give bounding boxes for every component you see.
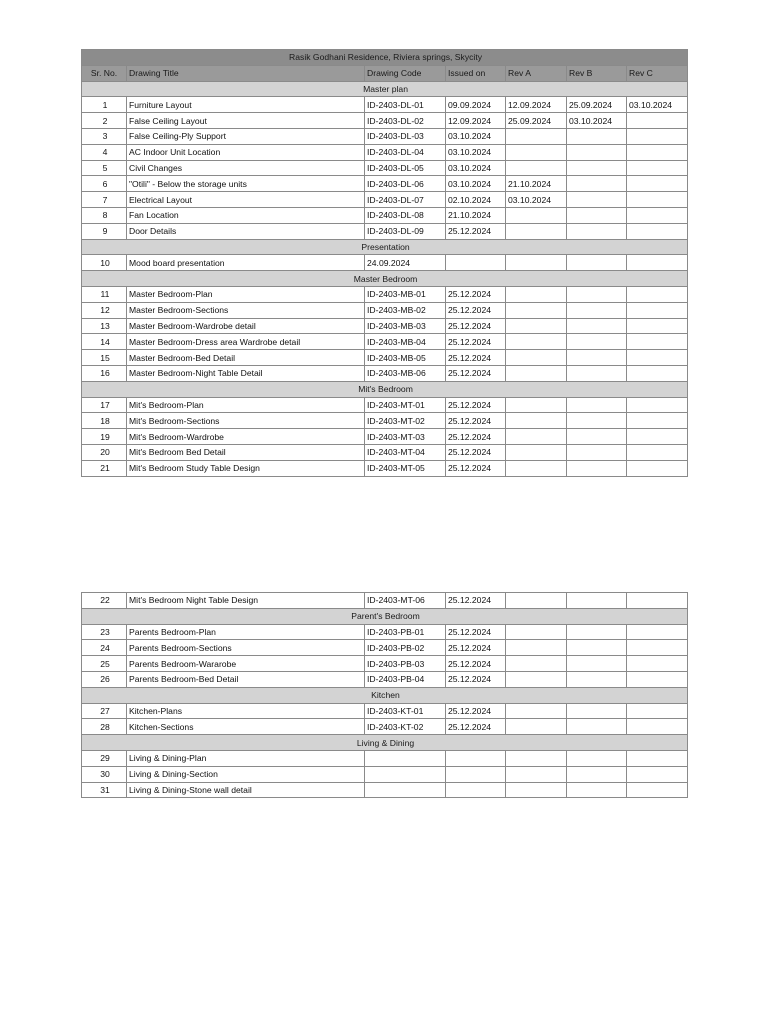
table-row [82,640,688,656]
drawing-title-cell: Master Bedroom-Sections [127,302,365,318]
drawing-code-cell: ID-2403-MT-01 [365,397,446,413]
drawing-title-cell: Mit's Bedroom Night Table Design [127,593,365,609]
issued-on-cell: 03.10.2024 [446,128,506,144]
drawing-title-cell: Door Details [127,223,365,239]
rev-b-cell: 03.10.2024 [567,113,627,129]
rev-a-cell: 03.10.2024 [506,192,567,208]
drawing-title-cell: AC Indoor Unit Location [127,144,365,160]
table-row [82,160,688,176]
header-rev-c: Rev C [627,65,688,81]
table-row [82,113,688,129]
issued-on-cell: 21.10.2024 [446,207,506,223]
drawing-code-cell: ID-2403-MT-04 [365,444,446,460]
issued-on-cell: 25.12.2024 [446,671,506,687]
section-header-row [82,687,688,703]
table-row [82,128,688,144]
table-row [82,429,688,445]
section-header-row [82,81,688,97]
sr-no-cell: 19 [82,429,127,445]
drawing-title-cell: Living & Dining-Section [127,766,365,782]
rev-b-cell [567,128,627,144]
table-row [82,207,688,223]
drawing-title-cell: Living & Dining-Stone wall detail [127,782,365,798]
rev-c-cell [627,624,688,640]
rev-b-cell [567,593,627,609]
sr-no-cell: 13 [82,318,127,334]
rev-a-cell [506,223,567,239]
drawing-title-cell: Parents Bedroom-Sections [127,640,365,656]
sr-no-cell: 12 [82,302,127,318]
rev-c-cell [627,350,688,366]
drawing-title-cell: Kitchen-Plans [127,703,365,719]
rev-a-cell [506,397,567,413]
rev-a-cell [506,144,567,160]
rev-b-cell [567,624,627,640]
drawing-code-cell: ID-2403-DL-09 [365,223,446,239]
rev-c-cell [627,671,688,687]
rev-c-cell [627,318,688,334]
drawing-title-cell: Master Bedroom-Night Table Detail [127,365,365,381]
rev-a-cell [506,128,567,144]
table-row [82,144,688,160]
issued-on-cell [446,782,506,798]
drawing-register-table-page-2 [81,592,688,798]
drawing-title-cell: Mit's Bedroom-Sections [127,413,365,429]
issued-on-cell: 25.12.2024 [446,656,506,672]
issued-on-cell: 25.12.2024 [446,460,506,476]
drawing-code-cell: ID-2403-DL-08 [365,207,446,223]
rev-c-cell [627,397,688,413]
rev-a-cell [506,719,567,735]
rev-b-cell [567,176,627,192]
table-row [82,766,688,782]
table-row [82,350,688,366]
issued-on-cell: 25.12.2024 [446,223,506,239]
header-sr-no: Sr. No. [82,65,127,81]
sr-no-cell: 1 [82,97,127,113]
sr-no-cell: 24 [82,640,127,656]
issued-on-cell: 25.12.2024 [446,624,506,640]
drawing-code-cell: ID-2403-PB-02 [365,640,446,656]
sr-no-cell: 29 [82,750,127,766]
rev-a-cell [506,365,567,381]
issued-on-cell: 25.12.2024 [446,302,506,318]
rev-a-cell [506,782,567,798]
drawing-code-cell [365,750,446,766]
drawing-code-cell: ID-2403-KT-02 [365,719,446,735]
issued-on-cell: 25.12.2024 [446,350,506,366]
rev-b-cell [567,160,627,176]
drawing-title-cell: Mit's Bedroom Study Table Design [127,460,365,476]
table-row [82,719,688,735]
rev-a-cell [506,624,567,640]
header-rev-a: Rev A [506,65,567,81]
drawing-code-cell: ID-2403-PB-01 [365,624,446,640]
drawing-code-cell: ID-2403-MT-06 [365,593,446,609]
section-header-row [82,608,688,624]
issued-on-cell: 25.12.2024 [446,593,506,609]
drawing-code-cell: ID-2403-MB-02 [365,302,446,318]
rev-c-cell: 03.10.2024 [627,97,688,113]
drawing-code-cell: ID-2403-MT-03 [365,429,446,445]
rev-a-cell [506,703,567,719]
drawing-title-cell: Civil Changes [127,160,365,176]
rev-a-cell [506,255,567,271]
rev-b-cell [567,334,627,350]
rev-c-cell [627,302,688,318]
drawing-code-cell: ID-2403-MT-02 [365,413,446,429]
drawing-code-cell: ID-2403-DL-04 [365,144,446,160]
drawing-code-cell: ID-2403-DL-01 [365,97,446,113]
issued-on-cell: 25.12.2024 [446,640,506,656]
drawing-title-cell: "Otili" - Below the storage units [127,176,365,192]
drawing-code-cell: ID-2403-MB-01 [365,286,446,302]
drawing-code-cell: ID-2403-MB-05 [365,350,446,366]
issued-on-cell [446,255,506,271]
rev-c-cell [627,444,688,460]
section-label: Kitchen [82,687,688,703]
drawing-code-cell: ID-2403-DL-07 [365,192,446,208]
issued-on-cell [446,750,506,766]
table-row [82,624,688,640]
sr-no-cell: 10 [82,255,127,271]
drawing-register-table-page-1 [81,49,688,477]
sr-no-cell: 9 [82,223,127,239]
rev-c-cell [627,207,688,223]
issued-on-cell: 03.10.2024 [446,160,506,176]
issued-on-cell: 25.12.2024 [446,334,506,350]
table-row [82,302,688,318]
issued-on-cell: 25.12.2024 [446,429,506,445]
rev-a-cell [506,207,567,223]
rev-c-cell [627,750,688,766]
drawing-title-cell: Living & Dining-Plan [127,750,365,766]
rev-b-cell [567,413,627,429]
drawing-title-cell: False Ceiling Layout [127,113,365,129]
header-issued-on: Issued on [446,65,506,81]
rev-a-cell [506,750,567,766]
rev-c-cell [627,429,688,445]
sr-no-cell: 28 [82,719,127,735]
rev-a-cell [506,766,567,782]
rev-b-cell [567,782,627,798]
section-header-row [82,239,688,255]
table-row [82,444,688,460]
sr-no-cell: 25 [82,656,127,672]
sr-no-cell: 18 [82,413,127,429]
section-header-row [82,381,688,397]
issued-on-cell: 25.12.2024 [446,365,506,381]
sr-no-cell: 3 [82,128,127,144]
header-drawing-title: Drawing Title [127,65,365,81]
rev-b-cell [567,671,627,687]
drawing-title-cell: Master Bedroom-Plan [127,286,365,302]
rev-b-cell [567,444,627,460]
section-header-row [82,271,688,287]
sr-no-cell: 30 [82,766,127,782]
sr-no-cell: 5 [82,160,127,176]
rev-b-cell [567,192,627,208]
section-label: Master plan [82,81,688,97]
rev-a-cell [506,640,567,656]
rev-b-cell [567,750,627,766]
rev-c-cell [627,334,688,350]
issued-on-cell: 25.12.2024 [446,318,506,334]
section-label: Living & Dining [82,735,688,751]
drawing-code-cell: ID-2403-MB-06 [365,365,446,381]
rev-b-cell: 25.09.2024 [567,97,627,113]
rev-b-cell [567,397,627,413]
rev-b-cell [567,223,627,239]
section-label: Master Bedroom [82,271,688,287]
rev-a-cell [506,656,567,672]
rev-c-cell [627,365,688,381]
table-row [82,460,688,476]
drawing-title-cell: Master Bedroom-Bed Detail [127,350,365,366]
drawing-code-cell: ID-2403-PB-04 [365,671,446,687]
drawing-title-cell: Mit's Bedroom-Wardrobe [127,429,365,445]
table-row [82,413,688,429]
table-row [82,223,688,239]
table-row [82,750,688,766]
table-row [82,176,688,192]
drawing-title-cell: Parents Bedroom-Plan [127,624,365,640]
rev-b-cell [567,255,627,271]
rev-c-cell [627,766,688,782]
issued-on-cell: 25.12.2024 [446,286,506,302]
drawing-code-cell: ID-2403-DL-03 [365,128,446,144]
rev-a-cell [506,334,567,350]
drawing-title-cell: Mit's Bedroom Bed Detail [127,444,365,460]
table-row [82,318,688,334]
rev-a-cell [506,671,567,687]
issued-on-cell: 25.12.2024 [446,413,506,429]
rev-c-cell [627,223,688,239]
rev-a-cell [506,286,567,302]
sr-no-cell: 17 [82,397,127,413]
rev-c-cell [627,144,688,160]
rev-c-cell [627,255,688,271]
rev-c-cell [627,593,688,609]
drawing-code-cell: ID-2403-MB-03 [365,318,446,334]
project-title: Rasik Godhani Residence, Riviera springs, Skycity [82,50,688,66]
rev-b-cell [567,207,627,223]
drawing-title-cell: Fan Location [127,207,365,223]
drawing-code-cell: ID-2403-DL-02 [365,113,446,129]
rev-a-cell: 21.10.2024 [506,176,567,192]
rev-a-cell: 25.09.2024 [506,113,567,129]
drawing-code-cell: 24.09.2024 [365,255,446,271]
drawing-title-cell: Parents Bedroom-Bed Detail [127,671,365,687]
table-row [82,334,688,350]
rev-c-cell [627,176,688,192]
rev-c-cell [627,160,688,176]
issued-on-cell [446,766,506,782]
issued-on-cell: 25.12.2024 [446,703,506,719]
rev-a-cell [506,160,567,176]
table-row [82,192,688,208]
section-label: Mit's Bedroom [82,381,688,397]
rev-b-cell [567,703,627,719]
sr-no-cell: 31 [82,782,127,798]
drawing-code-cell [365,766,446,782]
rev-a-cell [506,444,567,460]
sr-no-cell: 4 [82,144,127,160]
rev-a-cell [506,460,567,476]
issued-on-cell: 25.12.2024 [446,719,506,735]
drawing-title-cell: Kitchen-Sections [127,719,365,735]
sr-no-cell: 27 [82,703,127,719]
rev-b-cell [567,656,627,672]
project-title-row [82,50,688,66]
table-row [82,365,688,381]
rev-b-cell [567,286,627,302]
rev-c-cell [627,703,688,719]
rev-b-cell [567,766,627,782]
table-row [82,593,688,609]
issued-on-cell: 02.10.2024 [446,192,506,208]
rev-c-cell [627,192,688,208]
sr-no-cell: 6 [82,176,127,192]
sr-no-cell: 8 [82,207,127,223]
rev-b-cell [567,302,627,318]
rev-c-cell [627,113,688,129]
drawing-title-cell: Parents Bedroom-Wararobe [127,656,365,672]
sr-no-cell: 15 [82,350,127,366]
sr-no-cell: 22 [82,593,127,609]
table-row [82,97,688,113]
rev-c-cell [627,656,688,672]
section-label: Presentation [82,239,688,255]
rev-a-cell [506,302,567,318]
issued-on-cell: 12.09.2024 [446,113,506,129]
drawing-code-cell: ID-2403-DL-05 [365,160,446,176]
drawing-code-cell: ID-2403-MT-05 [365,460,446,476]
column-header-row [82,65,688,81]
drawing-title-cell: Master Bedroom-Wardrobe detail [127,318,365,334]
table-row [82,782,688,798]
drawing-title-cell: Electrical Layout [127,192,365,208]
table-row [82,286,688,302]
issued-on-cell: 25.12.2024 [446,397,506,413]
rev-a-cell [506,429,567,445]
sr-no-cell: 21 [82,460,127,476]
sr-no-cell: 11 [82,286,127,302]
table-row [82,703,688,719]
drawing-code-cell: ID-2403-MB-04 [365,334,446,350]
rev-b-cell [567,318,627,334]
drawing-title-cell: Mit's Bedroom-Plan [127,397,365,413]
drawing-title-cell: Master Bedroom-Dress area Wardrobe detail [127,334,365,350]
section-header-row [82,735,688,751]
rev-b-cell [567,350,627,366]
sr-no-cell: 16 [82,365,127,381]
rev-a-cell [506,350,567,366]
table-row [82,656,688,672]
sr-no-cell: 7 [82,192,127,208]
drawing-code-cell: ID-2403-PB-03 [365,656,446,672]
sr-no-cell: 14 [82,334,127,350]
table-row [82,671,688,687]
drawing-title-cell: False Ceiling-Ply Support [127,128,365,144]
issued-on-cell: 25.12.2024 [446,444,506,460]
table-row [82,397,688,413]
table-row [82,255,688,271]
sr-no-cell: 2 [82,113,127,129]
rev-c-cell [627,460,688,476]
drawing-title-cell: Furniture Layout [127,97,365,113]
header-drawing-code: Drawing Code [365,65,446,81]
section-label: Parent's Bedroom [82,608,688,624]
rev-a-cell [506,318,567,334]
rev-c-cell [627,413,688,429]
sr-no-cell: 23 [82,624,127,640]
rev-b-cell [567,460,627,476]
issued-on-cell: 09.09.2024 [446,97,506,113]
rev-b-cell [567,640,627,656]
drawing-code-cell [365,782,446,798]
rev-b-cell [567,719,627,735]
rev-c-cell [627,128,688,144]
rev-a-cell [506,413,567,429]
rev-b-cell [567,144,627,160]
drawing-code-cell: ID-2403-KT-01 [365,703,446,719]
rev-a-cell: 12.09.2024 [506,97,567,113]
sr-no-cell: 20 [82,444,127,460]
rev-b-cell [567,429,627,445]
rev-c-cell [627,640,688,656]
rev-c-cell [627,782,688,798]
rev-c-cell [627,286,688,302]
issued-on-cell: 03.10.2024 [446,176,506,192]
sr-no-cell: 26 [82,671,127,687]
header-rev-b: Rev B [567,65,627,81]
drawing-title-cell: Mood board presentation [127,255,365,271]
drawing-code-cell: ID-2403-DL-06 [365,176,446,192]
issued-on-cell: 03.10.2024 [446,144,506,160]
rev-a-cell [506,593,567,609]
rev-b-cell [567,365,627,381]
rev-c-cell [627,719,688,735]
